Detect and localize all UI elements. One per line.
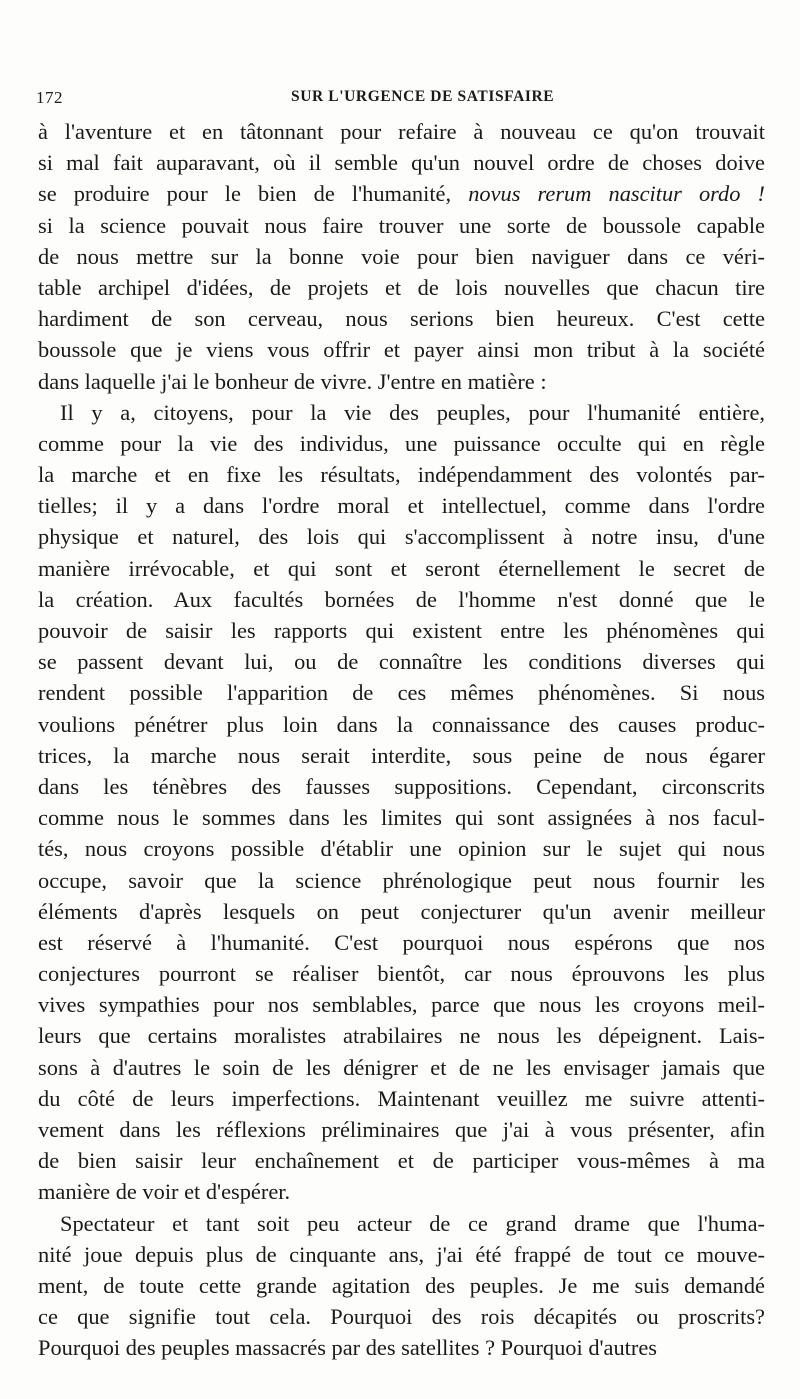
text-line xyxy=(38,989,765,1020)
line-text: dans les ténèbres des fausses suppositions. Cependant, circonscrits xyxy=(38,773,765,799)
line-text: est réservé à l'humanité. C'est pourquoi nous espérons que nos xyxy=(38,929,765,955)
line-text: de nous mettre sur la bonne voie pour bien naviguer dans ce véri- xyxy=(38,243,765,269)
line-text: éléments d'après lesquels on peut conjecturer qu'un avenir meilleur xyxy=(38,898,765,924)
line-text: pouvoir de saisir les rapports qui existent entre les phénomènes qui xyxy=(38,618,765,643)
text-line xyxy=(38,210,765,241)
line-text: Spectateur et tant soit peu acteur de ce grand drame que l'huma- xyxy=(60,1210,765,1236)
text-line xyxy=(38,802,765,833)
line-text: du côté de leurs imperfections. Maintenant veuillez me suivre attenti- xyxy=(38,1085,765,1111)
text-line xyxy=(38,303,765,334)
line-text: manière irrévocable, et qui sont et seront éternellement le secret de xyxy=(38,555,765,581)
text-line xyxy=(38,366,765,397)
text-line xyxy=(38,896,765,927)
line-text: tés, nous croyons possible d'établir une opinion sur le sujet qui nous xyxy=(38,836,765,862)
line-text: dans laquelle j'ai le bonheur de vivre. J'entre en matière : xyxy=(38,368,547,394)
line-text: la création. Aux facultés bornées de l'homme n'est donné que le xyxy=(38,586,765,612)
text-line xyxy=(38,178,765,209)
text-line xyxy=(38,1176,765,1207)
line-text: se passent devant lui, ou de connaître les conditions diverses qui xyxy=(38,649,765,675)
paragraph xyxy=(38,1208,765,1364)
line-text: sons à d'autres le soin de les dénigrer et de ne les envisager jamais que xyxy=(38,1054,765,1080)
text-line xyxy=(38,677,765,708)
line-text: si mal fait auparavant, où il semble qu'un nouvel ordre de choses doive xyxy=(38,150,765,176)
text-line xyxy=(38,1332,765,1363)
line-text: Pourquoi des peuples massacrés par des satellites ? Pourquoi d'autres xyxy=(38,1335,658,1361)
text-line xyxy=(38,1052,765,1083)
text-line xyxy=(38,272,765,303)
text-line xyxy=(38,709,765,740)
text-line xyxy=(38,397,765,428)
running-title: SUR L'URGENCE DE SATISFAIRE xyxy=(291,88,555,105)
text-line xyxy=(38,615,765,646)
line-text: se produire pour le bien de l'humanité, xyxy=(38,181,452,207)
line-text: vives sympathies pour nos semblables, parce que nous les croyons meil- xyxy=(38,992,765,1018)
text-line xyxy=(38,428,765,459)
text-line xyxy=(38,1083,765,1114)
text-line xyxy=(38,1020,765,1051)
page-header xyxy=(36,88,766,110)
text-line xyxy=(38,958,765,989)
text-line xyxy=(38,584,765,615)
text-line xyxy=(38,553,765,584)
text-line xyxy=(38,927,765,958)
paragraph xyxy=(38,397,765,1208)
text-line xyxy=(38,1145,765,1176)
line-text: manière de voir et d'espérer. xyxy=(38,1179,291,1205)
text-line xyxy=(38,833,765,864)
line-text: comme nous le sommes dans les limites qui sont assignées à nos facul- xyxy=(38,805,765,831)
line-text: boussole que je viens vous offrir et payer ainsi mon tribut à la société xyxy=(38,337,765,363)
text-line xyxy=(38,521,765,552)
text-line xyxy=(38,1114,765,1145)
line-text: rendent possible l'apparition de ces mêmes phénomènes. Si nous xyxy=(38,680,765,706)
line-text: vement dans les réflexions préliminaires que j'ai à vous présenter, afin xyxy=(38,1117,765,1142)
line-text: à l'aventure et en tâtonnant pour refaire à nouveau ce qu'on trouvait xyxy=(38,119,765,144)
line-text: nité joue depuis plus de cinquante ans, j'ai été frappé de tout ce mouve- xyxy=(38,1241,765,1267)
line-text: la marche et en fixe les résultats, indépendamment des volontés par- xyxy=(38,462,765,488)
line-text: occupe, savoir que la science phrénologique peut nous fournir les xyxy=(38,867,765,893)
text-line xyxy=(38,1239,765,1270)
latin-quotation: novus rerum nascitur ordo ! xyxy=(468,181,765,207)
line-text: hardiment de son cerveau, nous serions bien heureux. C'est cette xyxy=(38,306,765,332)
line-text: leurs que certains moralistes atrabilaires ne nous les dépeignent. Lais- xyxy=(38,1023,765,1049)
line-text: conjectures pourront se réaliser bientôt, car nous éprouvons les plus xyxy=(38,961,765,987)
text-line xyxy=(38,147,765,178)
line-text: table archipel d'idées, de projets et de lois nouvelles que chacun tire xyxy=(38,274,765,300)
body-text xyxy=(38,116,765,1364)
line-text: ce que signifie tout cela. Pourquoi des rois décapités ou proscrits? xyxy=(38,1304,765,1330)
line-text: si la science pouvait nous faire trouver une sorte de boussole capable xyxy=(38,212,765,238)
text-line xyxy=(38,459,765,490)
paragraph xyxy=(38,116,765,397)
text-line xyxy=(38,334,765,365)
text-line xyxy=(38,1208,765,1239)
line-text: ment, de toute cette grande agitation des peuples. Je me suis demandé xyxy=(38,1272,765,1298)
text-line xyxy=(38,241,765,272)
line-text: Il y a, citoyens, pour la vie des peuples, pour l'humanité entière, xyxy=(60,399,765,425)
text-line xyxy=(38,1270,765,1301)
text-line xyxy=(38,740,765,771)
line-text: tielles; il y a dans l'ordre moral et intellectuel, comme dans l'ordre xyxy=(38,493,765,519)
text-line xyxy=(38,865,765,896)
line-text: physique et naturel, des lois qui s'accomplissent à notre insu, d'une xyxy=(38,524,765,550)
line-text: comme pour la vie des individus, une puissance occulte qui en règle xyxy=(38,430,765,456)
text-line xyxy=(38,646,765,677)
line-text: de bien saisir leur enchaînement et de participer vous-mêmes à ma xyxy=(38,1148,765,1174)
line-text: voulions pénétrer plus loin dans la connaissance des causes produc- xyxy=(38,711,765,737)
text-line xyxy=(38,771,765,802)
text-line xyxy=(38,116,765,147)
text-line xyxy=(38,1301,765,1332)
text-line xyxy=(38,490,765,521)
page-number: 172 xyxy=(36,88,63,107)
line-text: trices, la marche nous serait interdite, sous peine de nous égarer xyxy=(38,742,765,768)
